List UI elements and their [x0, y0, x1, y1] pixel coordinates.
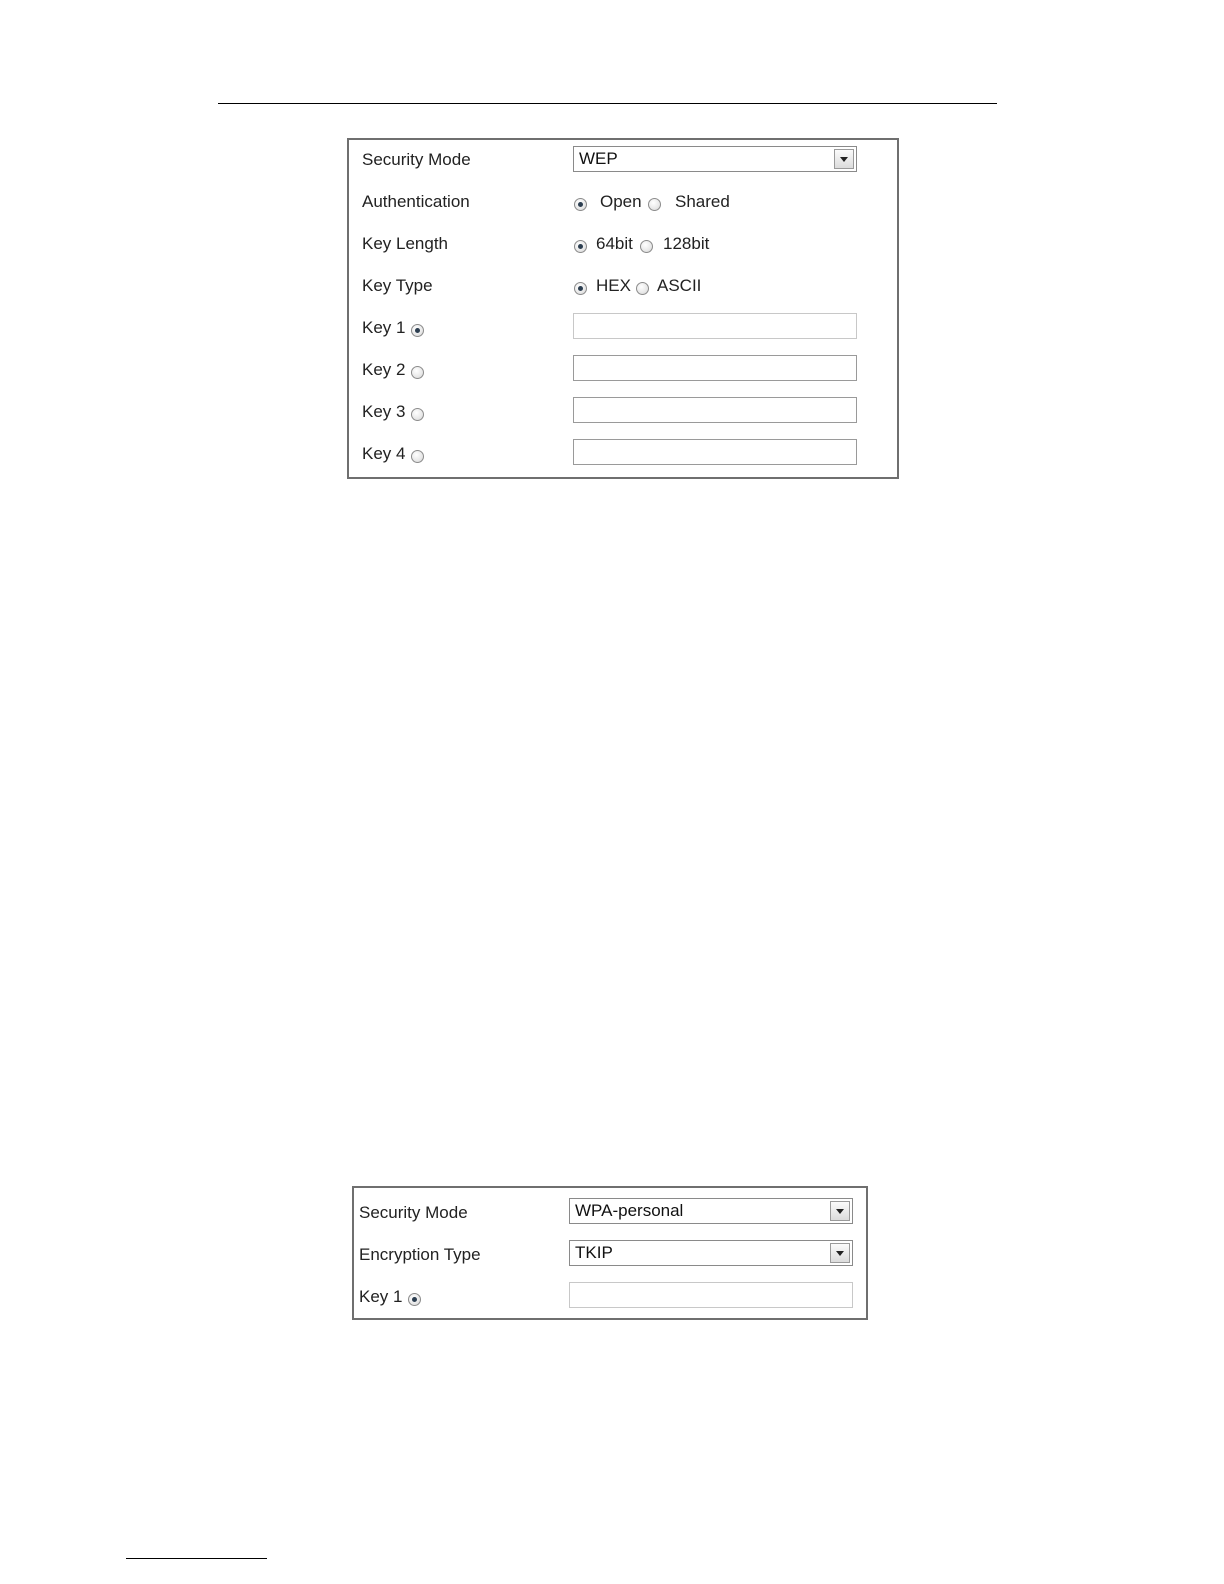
key-4-label: Key 4 — [362, 444, 406, 463]
key-3-input[interactable] — [573, 397, 857, 423]
wpa-key-1-label: Key 1 — [359, 1287, 403, 1306]
key-1-input[interactable] — [573, 313, 857, 339]
key-1-radio[interactable] — [411, 324, 424, 337]
key-length-label: Key Length — [362, 234, 449, 253]
key-type-ascii-label: ASCII — [657, 276, 702, 295]
key-length-64bit-radio[interactable] — [574, 240, 587, 253]
key-length-128bit-label: 128bit — [663, 234, 710, 253]
authentication-shared-label: Shared — [675, 192, 730, 211]
authentication-open-label: Open — [600, 192, 642, 211]
key-type-hex-label: HEX — [596, 276, 631, 295]
wpa-key-1-radio[interactable] — [408, 1293, 421, 1306]
key-length-128bit-radio[interactable] — [640, 240, 653, 253]
encryption-type-label: Encryption Type — [359, 1245, 481, 1264]
encryption-type-value: TKIP — [575, 1243, 613, 1262]
key-type-hex-radio[interactable] — [574, 282, 587, 295]
key-length-64bit-label: 64bit — [596, 234, 633, 253]
wpa-key-1-input[interactable] — [569, 1282, 853, 1308]
chevron-down-icon[interactable] — [830, 1243, 850, 1263]
footnote-rule — [126, 1558, 267, 1559]
key-4-input[interactable] — [573, 439, 857, 465]
wpa-security-mode-label: Security Mode — [359, 1203, 468, 1222]
key-2-input[interactable] — [573, 355, 857, 381]
key-1-label: Key 1 — [362, 318, 406, 337]
security-mode-select[interactable] — [573, 146, 857, 172]
chevron-down-icon[interactable] — [834, 149, 854, 169]
security-mode-label: Security Mode — [362, 150, 471, 169]
authentication-open-radio[interactable] — [574, 198, 587, 211]
key-type-label: Key Type — [362, 276, 433, 295]
wpa-settings-panel — [352, 1186, 868, 1320]
wpa-security-mode-value: WPA-personal — [575, 1201, 684, 1220]
wpa-security-mode-select[interactable] — [569, 1198, 853, 1224]
key-type-ascii-radio[interactable] — [636, 282, 649, 295]
encryption-type-select[interactable] — [569, 1240, 853, 1266]
key-4-radio[interactable] — [411, 450, 424, 463]
authentication-shared-radio[interactable] — [648, 198, 661, 211]
wep-settings-panel — [347, 138, 899, 479]
key-3-radio[interactable] — [411, 408, 424, 421]
key-2-radio[interactable] — [411, 366, 424, 379]
authentication-label: Authentication — [362, 192, 470, 211]
key-2-label: Key 2 — [362, 360, 406, 379]
page-header-rule — [218, 103, 997, 104]
key-3-label: Key 3 — [362, 402, 406, 421]
security-mode-value: WEP — [579, 149, 618, 168]
chevron-down-icon[interactable] — [830, 1201, 850, 1221]
